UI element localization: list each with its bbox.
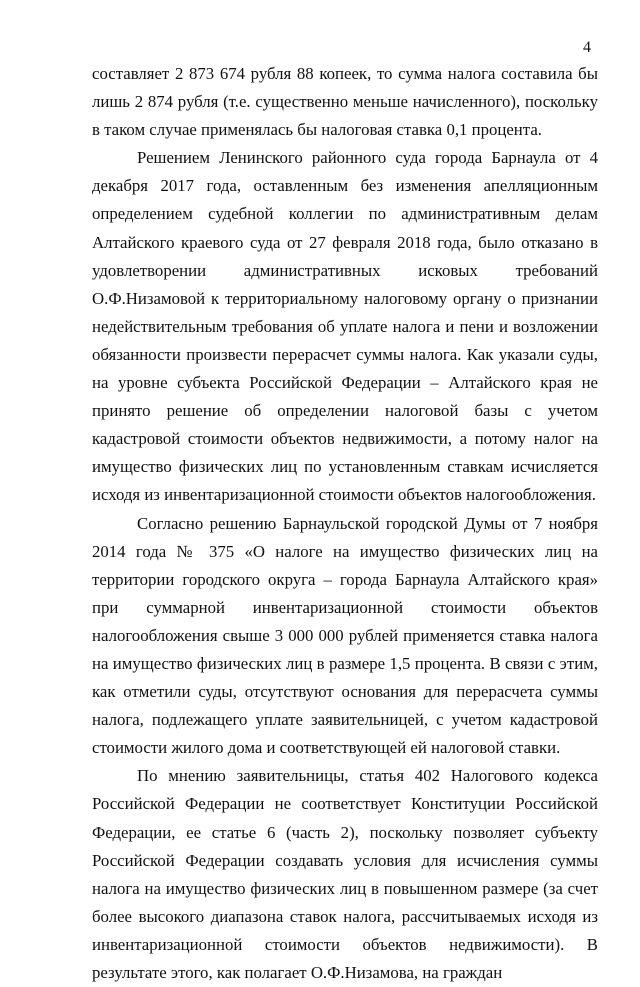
paragraph-city-duma-decision: Согласно решению Барнаульской городской Думы от 7 ноября 2014 года № 375 «О налоге на имущество физических лиц на территории городского округа – города Барнаула Алтайского края» при суммарной инвентаризационной стоимости объектов налогообложения свыше 3 000 000 рублей применяется ставка налога на имущество физических лиц в размере 1,5 процента. В связи с этим, как отметили суды, отсутствуют основания для перерасчета суммы налога, подлежащего уплате заявительницей, с учетом кадастровой стоимости жилого дома и соответствующей ей налоговой ставки. [92, 513, 598, 758]
page-number: 4 [583, 39, 591, 56]
document-body [92, 60, 598, 987]
paragraph-court-decision: Решением Ленинского районного суда города Барнаула от 4 декабря 2017 года, оставленным без изменения апелляционным определением судебной коллегии по административным делам Алтайского краевого суда от 27 февраля 2018 года, было отказано в удовлетворении административных исковых требований О.Ф.Низамовой к территориальному налоговому органу о признании недействительным требования об уплате налога и пени и возложении обязанности произвести перерасчет суммы налога. Как указали суды, на уровне субъекта Российской Федерации – Алтайского края не принято решение об определении налоговой базы с учетом кадастровой стоимости объектов недвижимости, а потому налог на имущество физических лиц по установленным ставкам исчисляется исходя из инвентаризационной стоимости объектов налогообложения. [92, 148, 598, 505]
paragraph-continuation: составляет 2 873 674 рубля 88 копеек, то сумма налога составила бы лишь 2 874 рубля (т.е. существенно меньше начисленного), поскольку в таком случае применялась бы налоговая ставка 0,1 процента. [92, 64, 598, 140]
paragraph-applicant-opinion: По мнению заявительницы, статья 402 Налогового кодекса Российской Федерации не соответствует Конституции Российской Федерации, ее статье 6 (часть 2), поскольку позволяет субъекту Российской Федерации создавать условия для исчисления суммы налога на имущество физических лиц в повышенном размере (за счет более высокого диапазона ставок налога, рассчитываемых исходя из инвентаризационной стоимости объектов недвижимости). В результате этого, как полагает О.Ф.Низамова, на граждан [92, 766, 598, 982]
